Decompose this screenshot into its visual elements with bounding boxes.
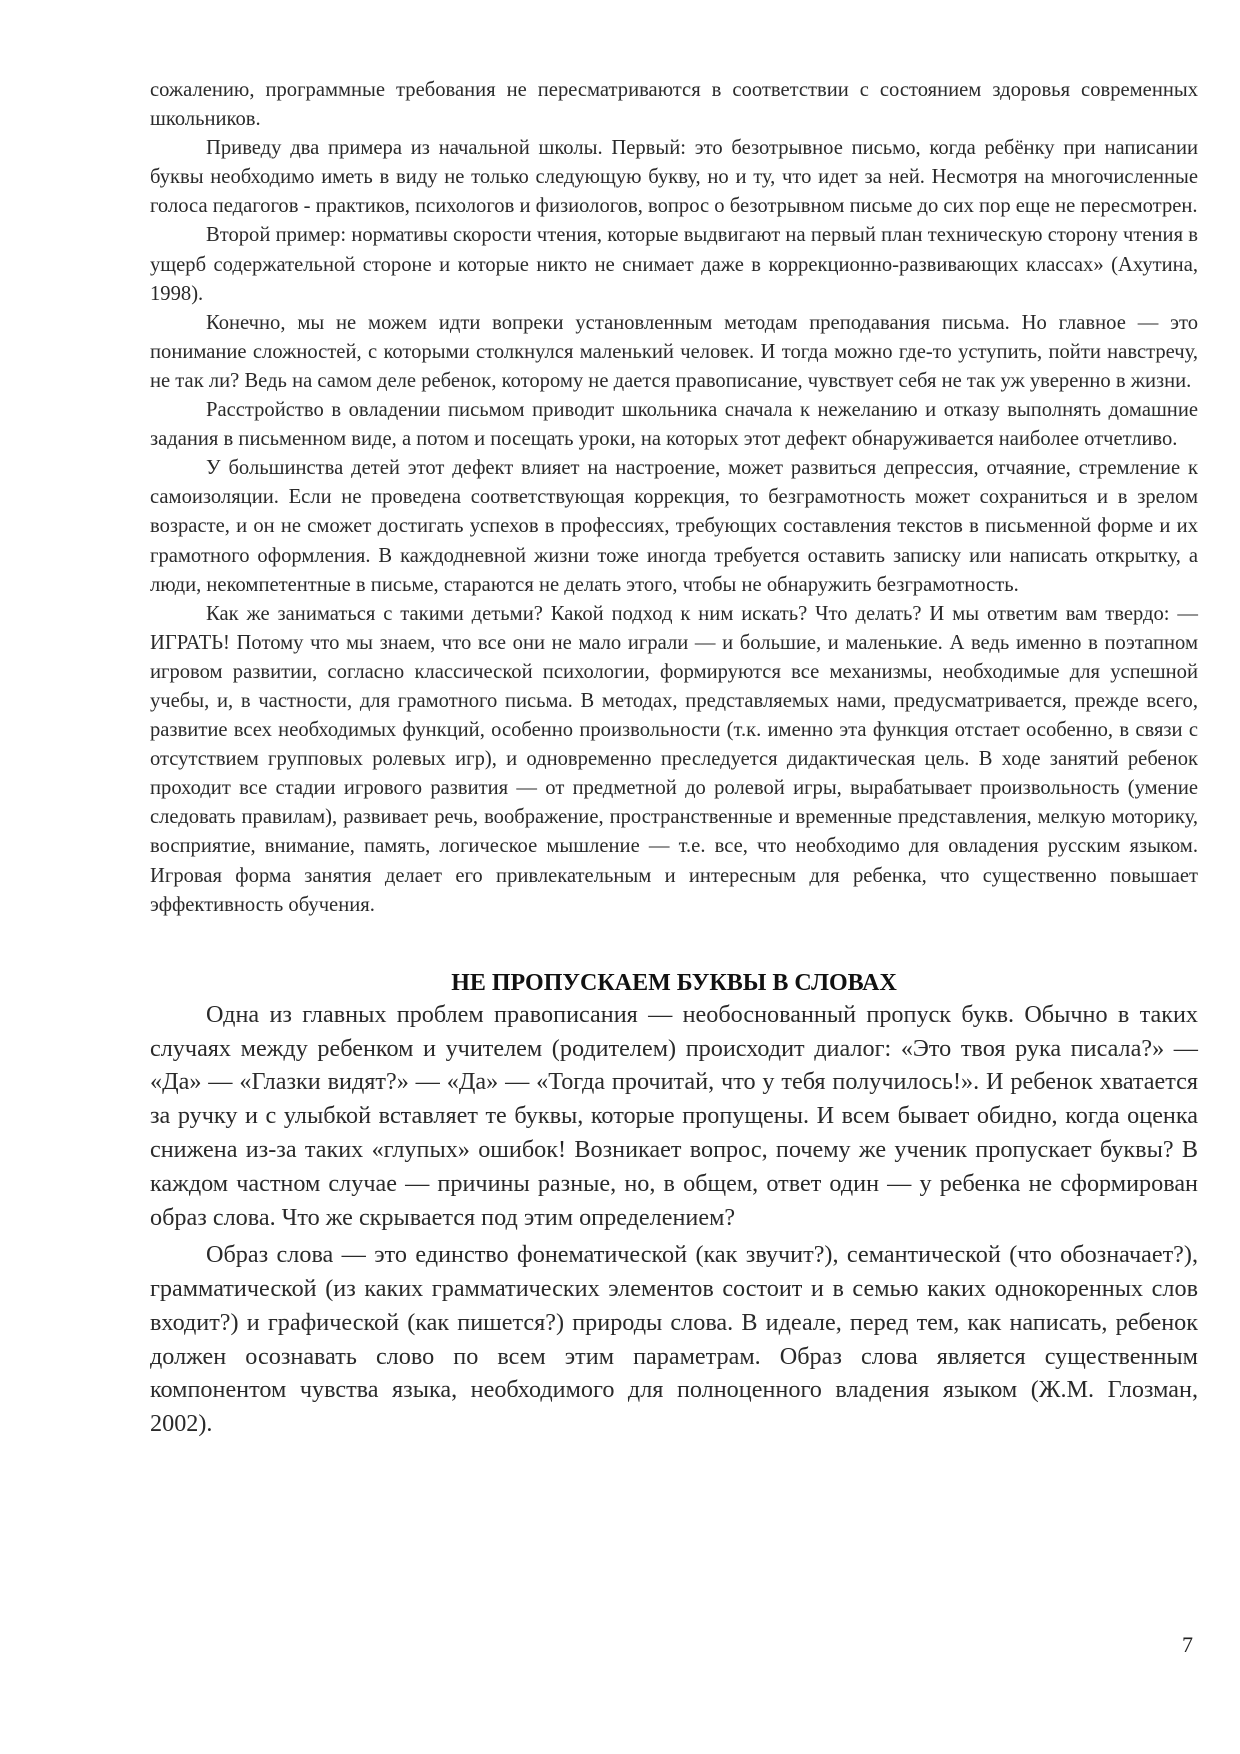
page-number: 7 [1182, 1632, 1193, 1657]
paragraph: Образ слова — это единство фонематической (как звучит?), семантической (что обозначает?), грамматической (из каких грамматических элементов состоит и в семью каких однокоренных слов входит?) и графической (как пишется?) природы слова. В идеале, перед тем, как написать, ребенок должен осознавать слово по всем этим параметрам. Образ слова является существенным компонентом чувства языка, необходимого для полноценного владения языком (Ж.М. Глозман, 2002). [150, 1241, 1198, 1438]
paragraph: Одна из главных проблем правописания — необоснованный пропуск букв. Обычно в таких случаях между ребенком и учителем (родителем) происходит диалог: «Это твоя рука писала?» — «Да» — «Глазки видят?» — «Да» — «Тогда прочитай, что у тебя получилось!». И ребенок хватается за ручку и с улыбкой вставляет те буквы, которые пропущены. И всем бывает обидно, когда оценка снижена из-за таких «глупых» ошибок! Возникает вопрос, почему же ученик пропускает буквы? В каждом частном случае — причины разные, но, в общем, ответ один — у ребенка не сформирован образ слова. Что же скрывается под этим определением? [150, 1000, 1198, 1231]
paragraph: Приведу два примера из начальной школы. Первый: это безотрывное письмо, когда ребёнку при написании буквы необходимо иметь в виду не только следующую букву, но и ту, что идет за ней. Несмотря на многочисленные голоса педагогов - практиков, психологов и физиологов, вопрос о безотрывном письме до сих пор еще не пересмотрен. [150, 137, 1198, 218]
paragraph: сожалению, программные требования не пересматриваются в соответствии с состоянием здоровья современных школьников. [150, 79, 1198, 131]
section-missing-letters [150, 998, 1198, 1441]
paragraph: Расстройство в овладении письмом приводит школьника сначала к нежеланию и отказу выполнять домашние задания в письменном виде, а потом и посещать уроки, на которых этот дефект обнаруживается наиболее отчетливо. [150, 399, 1198, 451]
section-intro [150, 76, 1198, 920]
document-page [150, 76, 1198, 1441]
paragraph: Как же заниматься с такими детьми? Какой подход к ним искать? Что делать? И мы ответим вам твердо: — ИГРАТЬ! Потому что мы знаем, что все они не мало играли — и большие, и маленькие. А ведь именно в поэтапном игровом развитии, согласно классической психологии, формируются все механизмы, необходимые для успешной учебы, и, в частности, для грамотного письма. В методах, представляемых нами, предусматривается, прежде всего, развитие всех необходимых функций, особенно произвольности (т.к. именно эта функция отстает особенно, в связи с отсутствием групповых ролевых игр), и одновременно преследуется дидактическая цель. В ходе занятий ребенок проходит все стадии игрового развития — от предметной до ролевой игры, вырабатывает произвольность (умение следовать правилам), развивает речь, воображение, пространственные и временные представления, мелкую моторику, восприятие, внимание, память, логическое мышление — т.е. все, что необходимо для овладения русским языком. Игровая форма занятия делает его привлекательным и интересным для ребенка, что существенно повышает эффективность обучения. [150, 602, 1198, 916]
paragraph: Второй пример: нормативы скорости чтения, которые выдвигают на первый план техническую сторону чтения в ущерб содержательной стороне и которые никто не снимает даже в коррекционно-развивающих классах» (Ахутина, 1998). [150, 224, 1198, 305]
paragraph: Конечно, мы не можем идти вопреки установленным методам преподавания письма. Но главное — это понимание сложностей, с которыми столкнулся маленький человек. И тогда можно где-то уступить, пойти навстречу, не так ли? Ведь на самом деле ребенок, которому не дается правописание, чувствует себя не так уж уверенно в жизни. [150, 311, 1198, 392]
paragraph: У большинства детей этот дефект влияет на настроение, может развиться депрессия, отчаяние, стремление к самоизоляции. Если не проведена соответствующая коррекция, то безграмотность может сохраниться и в зрелом возрасте, и он не сможет достигать успехов в профессиях, требующих составления текстов в письменной форме и их грамотного оформления. В каждодневной жизни тоже иногда требуется оставить записку или написать открытку, а люди, некомпетентные в письме, стараются не делать этого, чтобы не обнаружить безграмотность. [150, 457, 1198, 596]
section-heading: НЕ ПРОПУСКАЕМ БУКВЫ В СЛОВАХ [451, 969, 897, 996]
